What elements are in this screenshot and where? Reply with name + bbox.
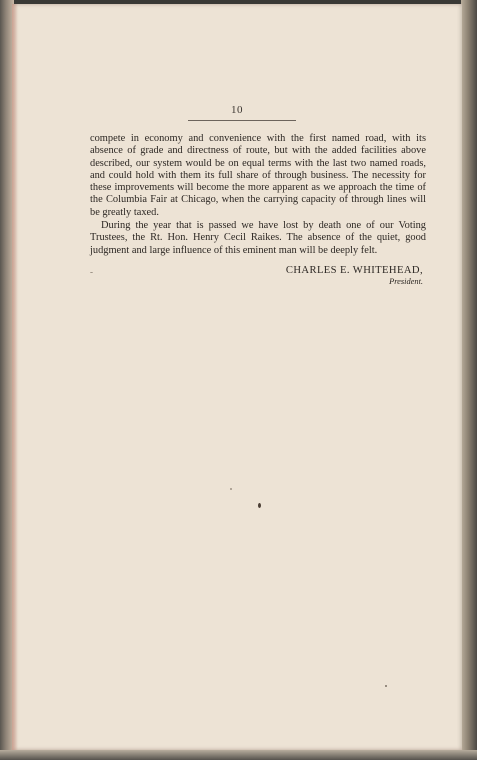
header-rule	[188, 120, 296, 121]
signatory-title: President.	[389, 277, 423, 286]
ink-speck	[258, 503, 261, 508]
book-bottom-edge	[0, 750, 477, 760]
signatory-name: CHARLES E. WHITEHEAD,	[285, 265, 423, 276]
body-text	[90, 133, 426, 257]
ink-speck	[230, 488, 232, 490]
paragraph-trustee: During the year that is passed we have lost by death one of our Voting Trustees, the Rt. Hon. Henry Cecil Raikes. The absence of the quiet, good judgment and large influence of this eminent man will be deeply felt.	[90, 220, 426, 256]
signature-block	[232, 265, 423, 286]
page-header	[12, 98, 462, 117]
ink-speck	[385, 685, 387, 687]
paragraph-continued: compete in economy and convenience with the first named road, with its absence of grade and directness of route, but with the added facilities above described, our system would be on equal terms with the last two named roads, and could hold with them its full share of through business. The necessity for these improvements will become the more apparent as we approach the time of the Columbia Fair at Chicago, when the carrying capacity of through lines will be greatly taxed.	[90, 133, 426, 218]
ink-speck	[90, 272, 93, 273]
page-stack-edge	[461, 0, 477, 760]
page-number: 10	[231, 104, 243, 116]
document-page	[12, 4, 462, 750]
